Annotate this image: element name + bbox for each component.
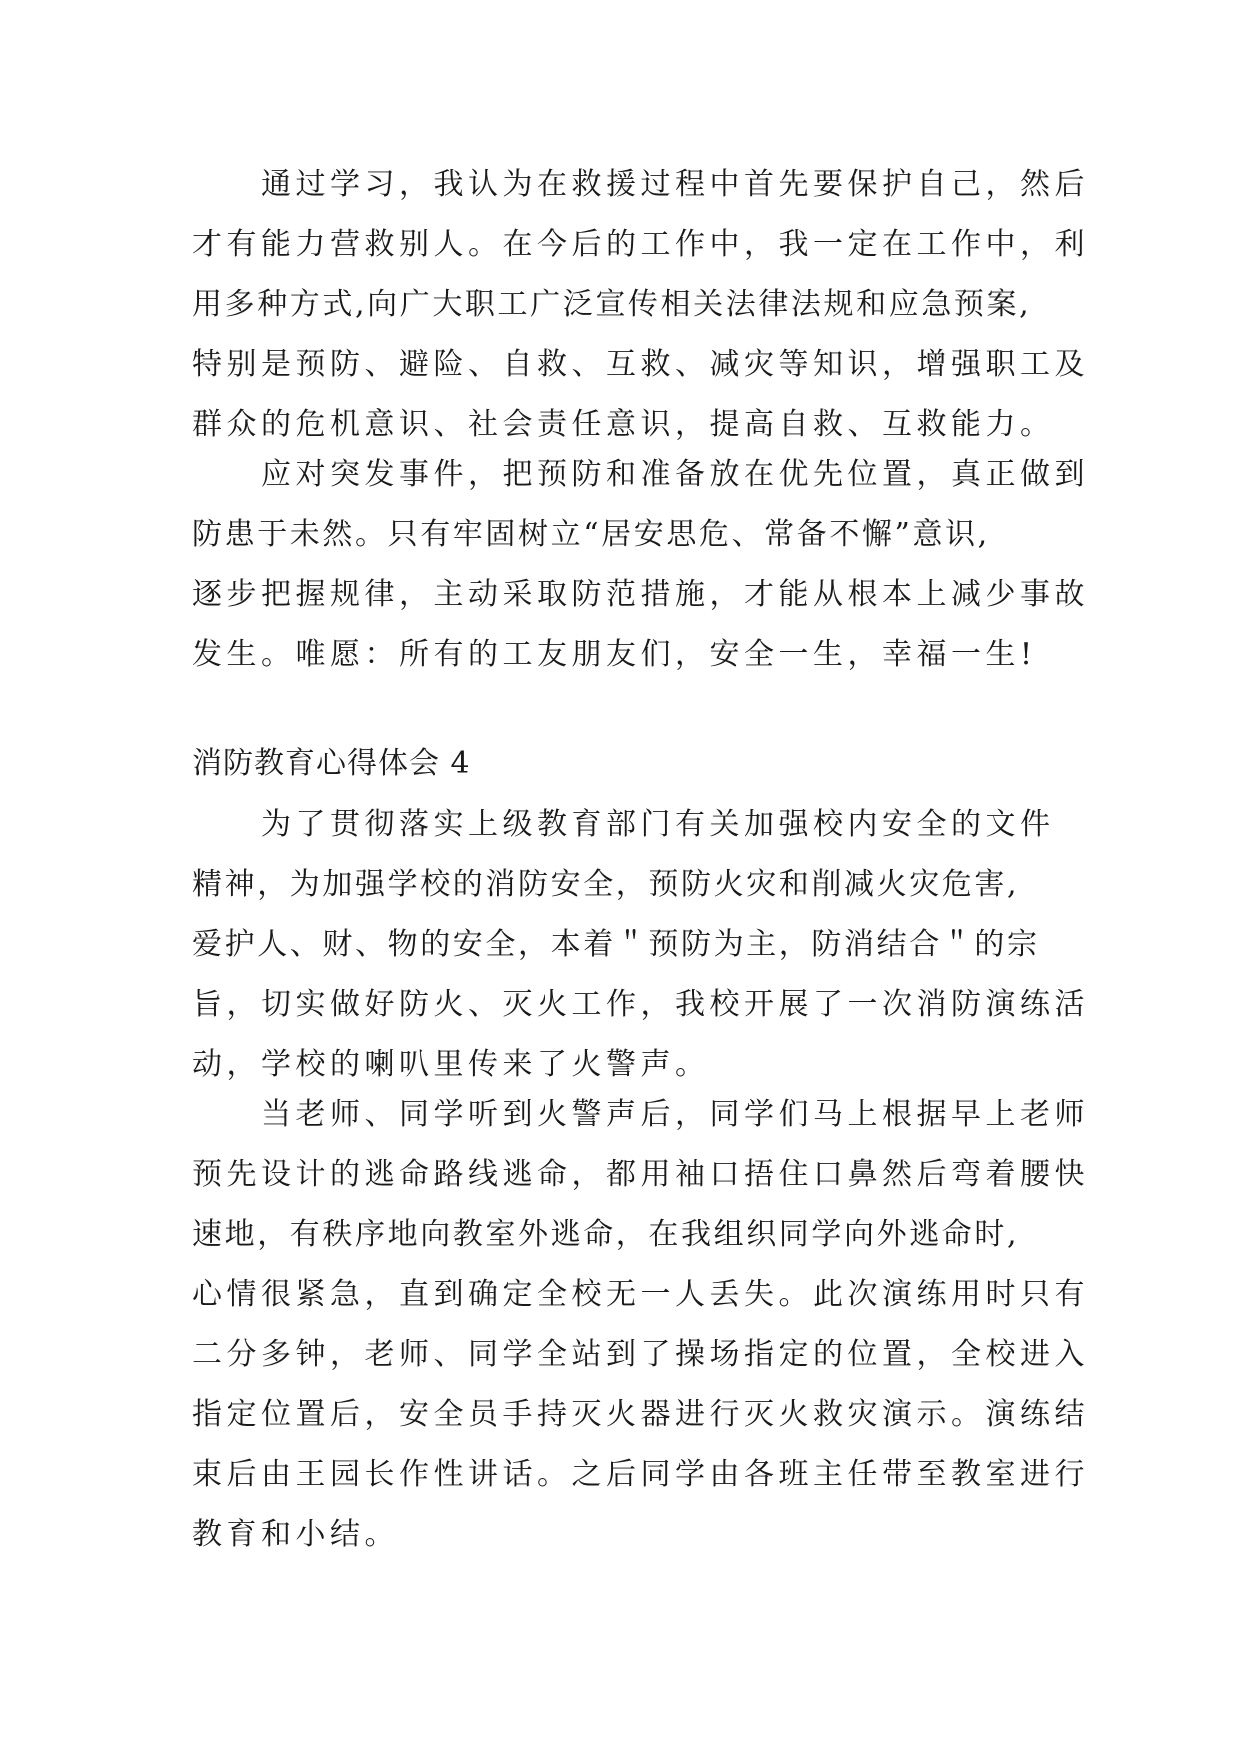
paragraph-line: 为了贯彻落实上级教育部门有关加强校内安全的文件 — [192, 807, 1055, 842]
paragraph-line: 群众的危机意识、社会责任意识，提高自救、互救能力。 — [192, 407, 1055, 442]
paragraph-line: 旨，切实做好防火、灭火工作，我校开展了一次消防演练活 — [192, 987, 1089, 1022]
paragraph-line: 爱护人、财、物的安全，本着＂预防为主，防消结合＂的宗 — [192, 927, 1040, 962]
paragraph-line: 束后由王园长作性讲话。之后同学由各班主任带至教室进行 — [192, 1457, 1089, 1492]
paragraph-line: 特别是预防、避险、自救、互救、减灾等知识，增强职工及 — [192, 347, 1089, 382]
paragraph-line: 教育和小结。 — [192, 1517, 399, 1552]
paragraph-line: 发生。唯愿：所有的工友朋友们，安全一生，幸福一生! — [192, 637, 1037, 672]
paragraph-line: 才有能力营救别人。在今后的工作中，我一定在工作中，利 — [192, 227, 1089, 262]
paragraph-line: 预先设计的逃命路线逃命，都用袖口捂住口鼻然后弯着腰快 — [192, 1157, 1089, 1192]
paragraph-line: 二分多钟，老师、同学全站到了操场指定的位置，全校进入 — [192, 1337, 1089, 1372]
paragraph-line: 用多种方式,向广大职工广泛宣传相关法律法规和应急预案, — [192, 287, 1032, 322]
paragraph-line: 指定位置后，安全员手持灭火器进行灭火救灾演示。演练结 — [192, 1397, 1089, 1432]
paragraph-line: 精神，为加强学校的消防安全，预防火灾和削减火灾危害, — [192, 867, 1020, 902]
paragraph-line: 动，学校的喇叭里传来了火警声。 — [192, 1047, 710, 1082]
paragraph-line: 心情很紧急，直到确定全校无一人丢失。此次演练用时只有 — [192, 1277, 1089, 1312]
section-heading: 消防教育心得体会 4 — [192, 746, 471, 781]
paragraph-line: 应对突发事件，把预防和准备放在优先位置，真正做到 — [192, 457, 1089, 492]
paragraph-line: 防患于未然。只有牢固树立“居安思危、常备不懈”意识, — [192, 517, 990, 552]
paragraph-line: 速地，有秩序地向教室外逃命，在我组织同学向外逃命时, — [192, 1217, 1020, 1252]
paragraph-line: 逐步把握规律，主动采取防范措施，才能从根本上减少事故 — [192, 577, 1089, 612]
paragraph-line: 当老师、同学听到火警声后，同学们马上根据早上老师 — [192, 1097, 1089, 1132]
paragraph-line: 通过学习，我认为在救援过程中首先要保护自己，然后 — [192, 167, 1089, 202]
